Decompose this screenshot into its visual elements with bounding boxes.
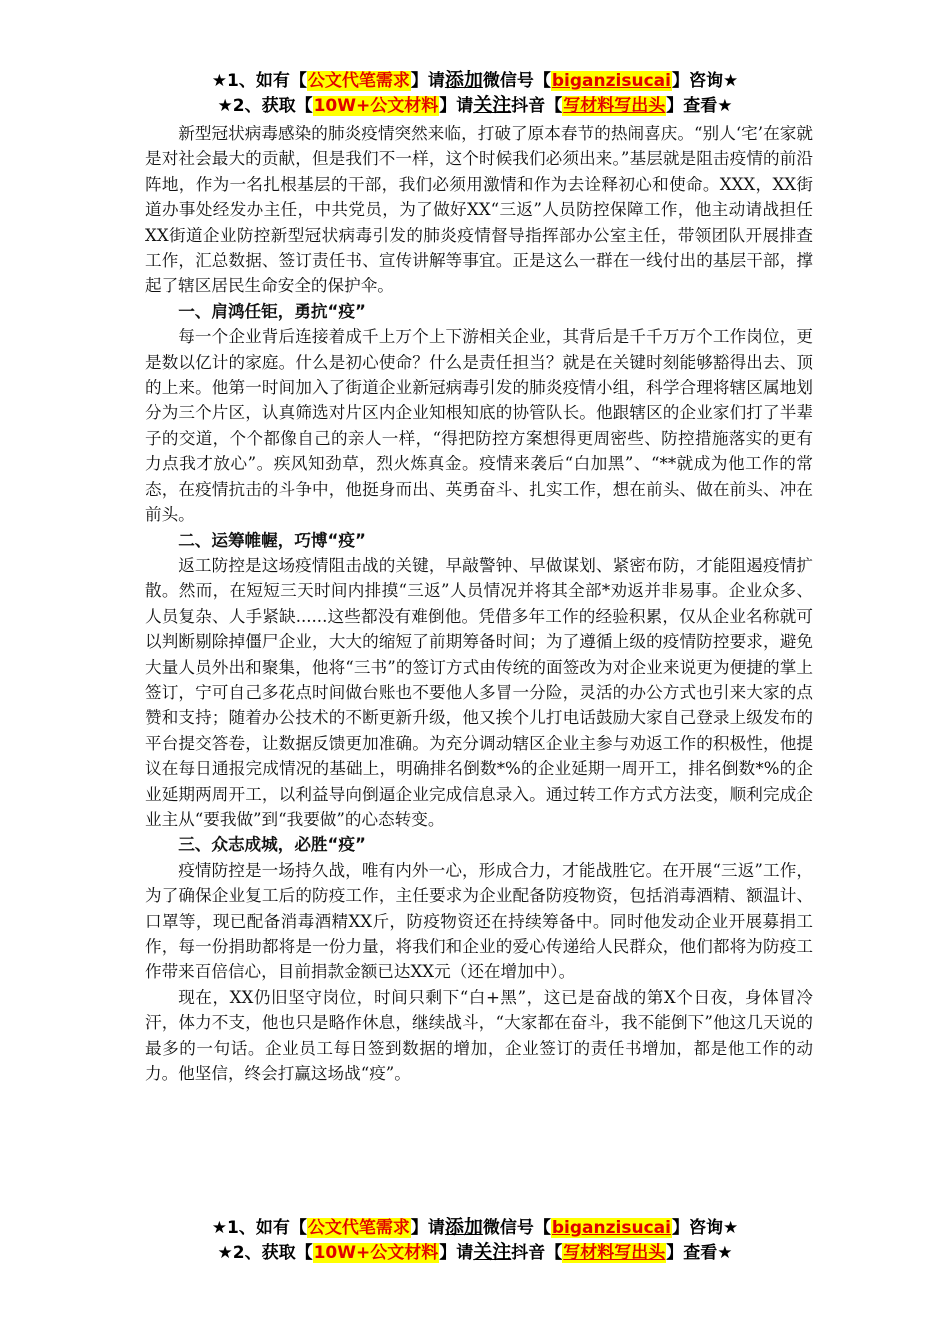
banner-text: ★1、如有【: [211, 71, 307, 91]
banner-text: 】查看★: [666, 96, 733, 116]
banner-text: 】请: [439, 1243, 474, 1263]
banner-emphasis: 关注: [473, 94, 512, 116]
paragraph-section-3: 疫情防控是一场持久战，唯有内外一心，形成合力，才能战胜它。在开展“三返”工作，为了确保企业复工后的防疫工作，主任要求为企业配备防疫物资，包括消毒酒精、额温计、口罩等，现已配备消毒酒精XX斤，防疫物资还在持续筹备中。同时他发动企业开展募捐工作，每一份捐助都将是一份力量，将我们和企业的爱心传递给人民群众，他们都将为防疫工作带来百倍信心，目前捐款金额已达XX元（还在增加中）。: [145, 860, 813, 982]
article-body: [145, 121, 813, 1086]
bottom-banner-line-1: [0, 1215, 950, 1240]
banner-highlight-materials: 10W+公文材料: [313, 96, 439, 116]
bottom-banner-line-2: [0, 1240, 950, 1265]
banner-highlight-douyin: 写材料写出头: [563, 96, 666, 116]
paragraph-closing: 现在，XX仍旧坚守岗位，时间只剩下“白+黑”，这已是奋战的第X个日夜，身体冒冷汗，体力不支，他也只是略作休息，继续战斗，“大家都在奋斗，我不能倒下”他这几天说的最多的一句话。企业员工每日签到数据的增加，企业签订的责任书增加，都是他工作的动力。他坚信，终会打赢这场战“疫”。: [145, 987, 813, 1084]
banner-highlight-service: 公文代笔需求: [307, 1218, 410, 1238]
paragraph-intro: 新型冠状病毒感染的肺炎疫情突然来临，打破了原本春节的热闹喜庆。“别人‘宅’在家就是对社会最大的贡献，但是我们不一样，这个时候我们必须出来。”基层就是阻击疫情的前沿阵地，作为一名扎根基层的干部，我们必须用激情和作为去诠释初心和使命。XXX，XX街道办事处经发办主任，中共党员，为了做好XX“三返”人员防控保障工作，他主动请战担任XX街道企业防控新型冠状病毒引发的肺炎疫情督导指挥部办公室主任，带领团队开展排查工作，汇总数据、签订责任书、宣传讲解等事宜。正是这么一群在一线付出的基层干部，撑起了辖区居民生命安全的保护伞。: [145, 124, 813, 296]
banner-text: 抖音【: [511, 96, 563, 116]
banner-text: 】咨询★: [671, 1218, 739, 1238]
paragraph-section-1: 每一个企业背后连接着成千上万个上下游相关企业，其背后是千千万万个工作岗位，更是数以亿计的家庭。什么是初心使命？什么是责任担当？就是在关键时刻能够豁得出去、顶的上来。他第一时间加入了街道企业新冠病毒引发的肺炎疫情小组，科学合理将辖区属地划分为三个片区，认真筛选对片区内企业知根知底的协管队长。他跟辖区的企业家们打了半辈子的交道，个个都像自己的亲人一样，“得把防控方案想得更周密些、防控措施落实的更有力点我才放心”。疾风知劲草，烈火炼真金。疫情来袭后“白加黑”、“**就成为他工作的常态，在疫情抗击的斗争中，他挺身而出、英勇奋斗、扎实工作，想在前头、做在前头、冲在前头。: [145, 327, 813, 525]
top-banner-line-2: [0, 93, 950, 118]
banner-emphasis: 添加: [444, 69, 483, 91]
section-heading-3: 三、众志成城，必胜“疫”: [178, 835, 366, 855]
banner-text: 微信号【: [482, 1218, 551, 1238]
banner-text: ★1、如有【: [211, 1218, 307, 1238]
banner-text: 抖音【: [511, 1243, 563, 1263]
banner-emphasis: 关注: [473, 1241, 512, 1263]
banner-highlight-wechat: biganzisucai: [551, 1218, 671, 1238]
section-heading-2: 二、运筹帷幄，巧博“疫”: [178, 530, 366, 550]
banner-text: 】查看★: [666, 1243, 733, 1263]
banner-text: 微信号【: [482, 71, 551, 91]
banner-text: 】请: [439, 96, 474, 116]
banner-highlight-douyin: 写材料写出头: [563, 1243, 666, 1263]
banner-emphasis: 添加: [444, 1216, 483, 1238]
section-heading-1: 一、肩鸿任钜，勇抗“疫”: [178, 301, 366, 321]
banner-highlight-service: 公文代笔需求: [307, 71, 410, 91]
banner-text: 】请: [410, 1218, 445, 1238]
banner-highlight-materials: 10W+公文材料: [313, 1243, 439, 1263]
top-banner-line-1: [0, 68, 950, 93]
banner-highlight-wechat: biganzisucai: [551, 71, 671, 91]
banner-text: ★2、获取【: [217, 96, 313, 116]
banner-text: 】咨询★: [671, 71, 739, 91]
banner-text: ★2、获取【: [217, 1243, 313, 1263]
paragraph-section-2: 返工防控是这场疫情阻击战的关键，早敲警钟、早做谋划、紧密布防，才能阻遏疫情扩散。然而，在短短三天时间内排摸“三返”人员情况并将其全部*劝返并非易事。企业众多、人员复杂、人手紧缺......这些都没有难倒他。凭借多年工作的经验积累，仅从企业名称就可以判断剔除掉僵尸企业，大大的缩短了前期筹备时间；为了遵循上级的疫情防控要求，避免大量人员外出和聚集，他将“三书”的签订方式由传统的面签改为对企业来说更为便捷的掌上签订，宁可自己多花点时间做台账也不要他人多冒一分险，灵活的办公方式也引来大家的点赞和支持；随着办公技术的不断更新升级，他又挨个儿打电话鼓励大家自己登录上级发布的平台提交答卷，让数据反馈更加准确。为充分调动辖区企业主参与劝返工作的积极性，他提议在每日通报完成情况的基础上，明确排名倒数*%的企业延期一周开工，排名倒数*%的企业延期两周开工，以利益导向倒逼企业完成信息录入。通过转工作方式方法变，顺利完成企业主从“要我做”到“我要做”的心态转变。: [145, 555, 813, 829]
banner-text: 】请: [410, 71, 445, 91]
